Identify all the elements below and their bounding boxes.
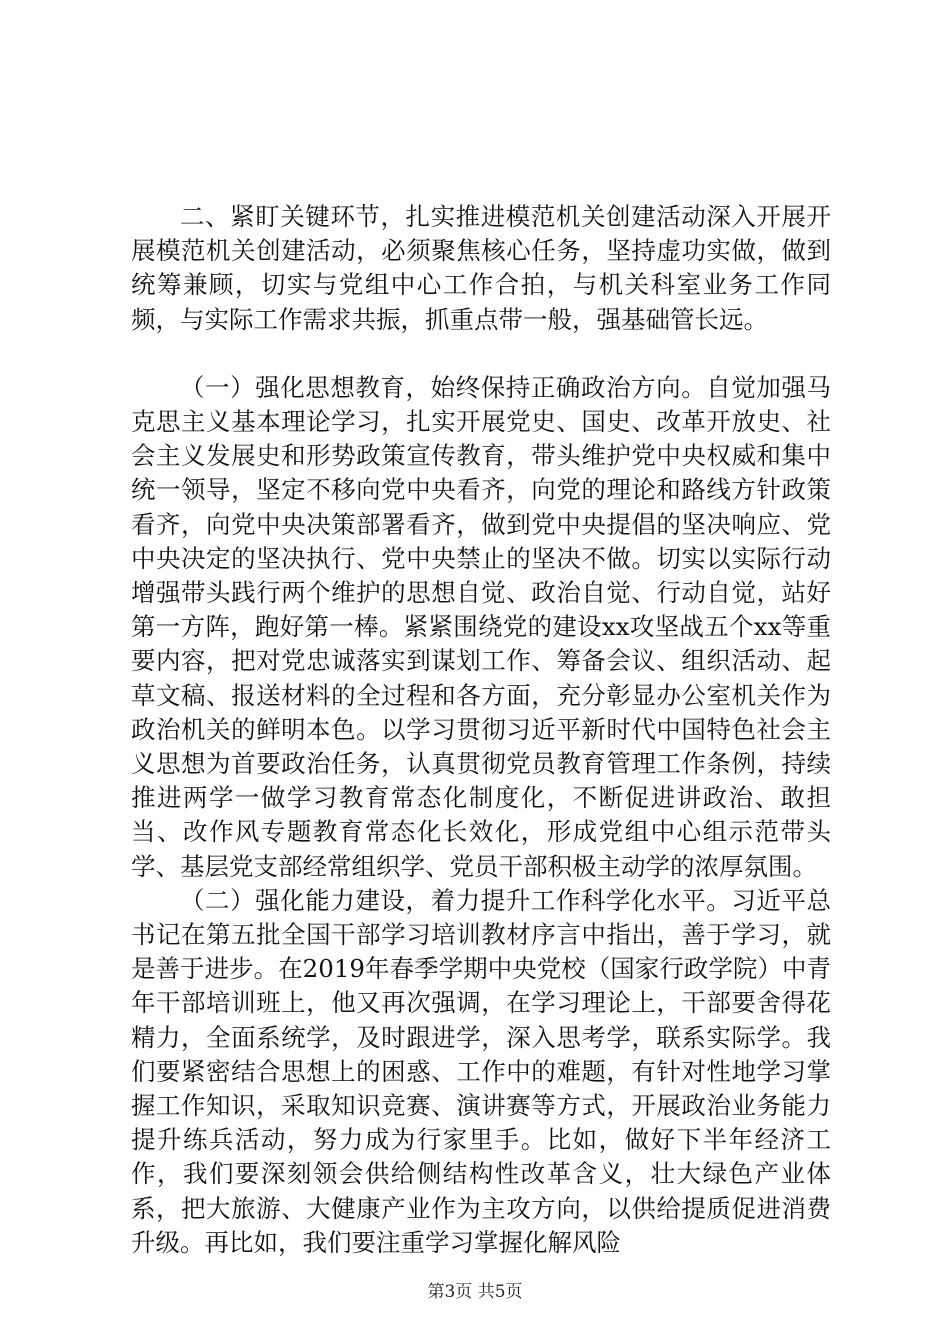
document-body: [131, 200, 831, 1260]
paragraph-item-one: （一）强化思想教育，始终保持正确政治方向。自觉加强马克思主义基本理论学习，扎实开展党史、国史、改革开放史、社会主义发展史和形势政策宣传教育，带头维护党中央权威和集中统一领导，坚定不移向党中央看齐，向党的理论和路线方针政策看齐，向党中央决策部署看齐，做到党中央提倡的坚决响应、党中央决定的坚决执行、党中央禁止的坚决不做。切实以实际行动增强带头践行两个维护的思想自觉、政治自觉、行动自觉，站好第一方阵，跑好第一棒。紧紧围绕党的建设xx攻坚战五个xx等重要内容，把对党忠诚落实到谋划工作、筹备会议、组织活动、起草文稿、报送材料的全过程和各方面，充分彰显办公室机关作为政治机关的鲜明本色。以学习贯彻习近平新时代中国特色社会主义思想为首要政治任务，认真贯彻党员教育管理工作条例，持续推进两学一做学习教育常态化制度化，不断促进讲政治、敢担当、改作风专题教育常态化长效化，形成党组中心组示范带头学、基层党支部经常组织学、党员干部积极主动学的浓厚氛围。: [131, 372, 831, 881]
page-number-footer: 第3页 共5页: [427, 1282, 523, 1302]
paragraph-item-two: （二）强化能力建设，着力提升工作科学化水平。习近平总书记在第五批全国干部学习培训教材序言中指出，善于学习，就是善于进步。在2019年春季学期中央党校（国家行政学院）中青年干部培训班上，他又再次强调，在学习理论上，干部要舍得花精力，全面系统学，及时跟进学，深入思考学，联系实际学。我们要紧密结合思想上的困惑、工作中的难题，有针对性地学习掌握工作知识，采取知识竞赛、演讲赛等方式，开展政治业务能力提升练兵活动，努力成为行家里手。比如，做好下半年经济工作，我们要深刻领会供给侧结构性改革含义，壮大绿色产业体系，把大旅游、大健康产业作为主攻方向，以供给提质促进消费升级。再比如，我们要注重学习掌握化解风险: [131, 885, 831, 1257]
paragraph-section-two: 二、紧盯关键环节，扎实推进模范机关创建活动深入开展开展模范机关创建活动，必须聚焦核心任务，坚持虚功实做，做到统筹兼顾，切实与党组中心工作合拍，与机关科室业务工作同频，与实际工作需求共振，抓重点带一般，强基础管长远。: [131, 202, 831, 334]
